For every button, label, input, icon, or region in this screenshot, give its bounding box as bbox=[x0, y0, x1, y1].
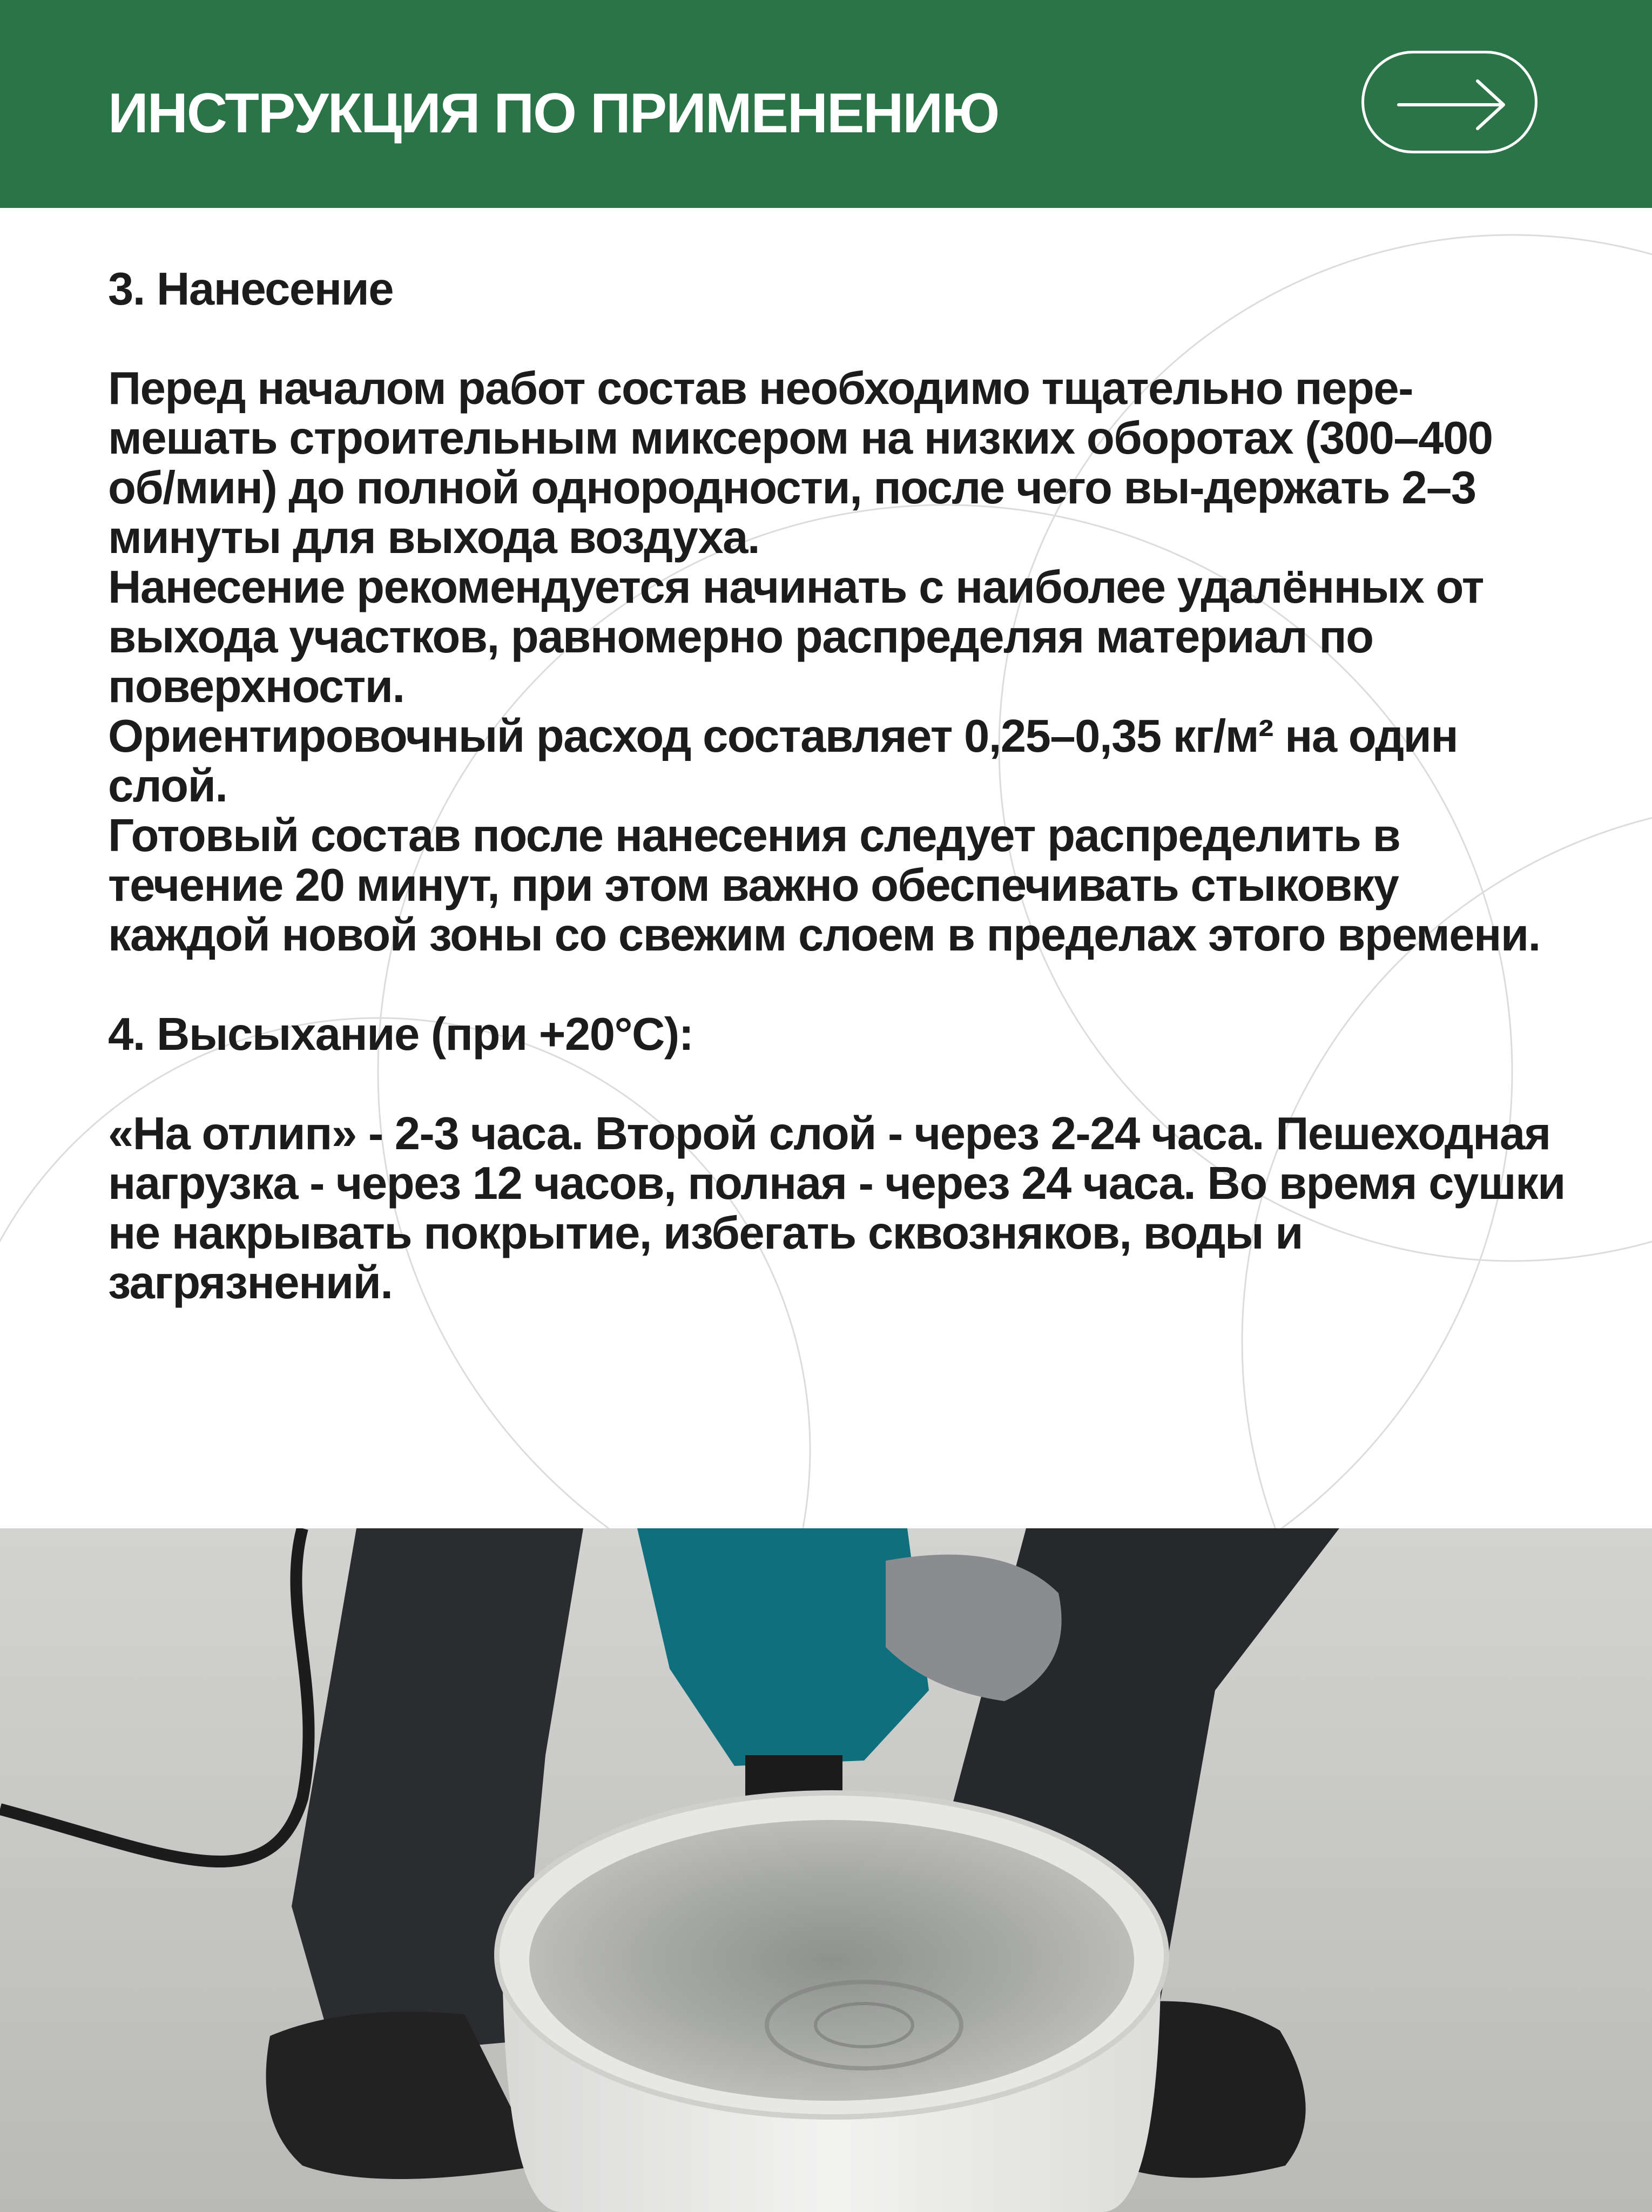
paragraph-drying-times: «На отлип» - 2-3 часа. Второй слой - через 2-24 часа. Пешеходная нагрузка - через 12 часов, полная - через 24 часа. Во время сушки не накрывать покрытие, избегать сквозняков, воды и загрязнений. bbox=[108, 1108, 1565, 1309]
header-bar bbox=[0, 0, 1652, 208]
page-title: ИНСТРУКЦИЯ ПО ПРИМЕНЕНИЮ bbox=[108, 82, 999, 145]
paragraph-start-area: Нанесение рекомендуется начинать с наиболее удалённых от выхода участков, равномерно распределяя материал по поверхности. bbox=[108, 562, 1484, 712]
paragraph-distribution-time: Готовый состав после нанесения следует распределить в течение 20 минут, при этом важно обеспечивать стыковку каждой новой зоны со свежим слоем в пределах этого времени. bbox=[108, 810, 1540, 961]
section-application bbox=[108, 265, 1566, 960]
section-drying bbox=[108, 1010, 1566, 1308]
paragraph-mixing: Перед началом работ состав необходимо тщательно пере-мешать строительным миксером на низких оборотах (300–400 об/мин) до полной однородности, после чего вы-держать 2–3 минуты для выхода воздуха. bbox=[108, 363, 1493, 563]
arrow-right-icon bbox=[1397, 78, 1508, 132]
worker-mixing-bucket-photo bbox=[0, 1528, 1652, 2212]
section-title-application: 3. Нанесение bbox=[108, 264, 394, 315]
instruction-content bbox=[108, 265, 1566, 1358]
next-button[interactable] bbox=[1361, 51, 1538, 153]
section-title-drying: 4. Высыхание (при +20°C): bbox=[108, 1009, 693, 1060]
paragraph-consumption: Ориентировочный расход составляет 0,25–0,35 кг/м² на один слой. bbox=[108, 711, 1458, 812]
